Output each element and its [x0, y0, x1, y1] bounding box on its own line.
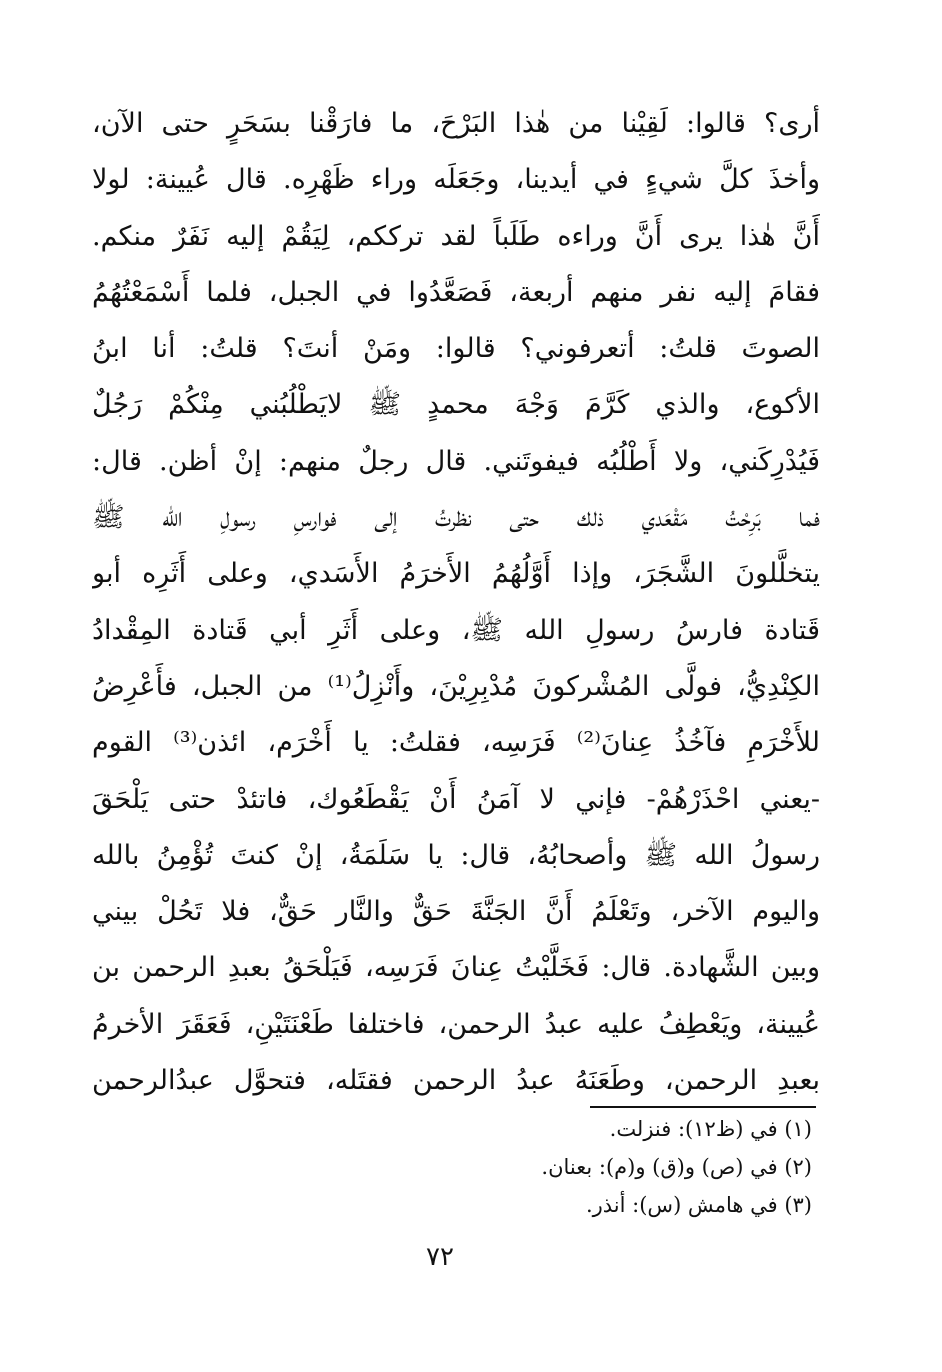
text-line: وأخذَ كلَّ شيءٍ في أيدينا، وجَعَلَه وراء ظَهْرِه. قال عُيينة: لولا — [92, 164, 820, 196]
footnote-3: (٣) في هامش (س): أنذر. — [585, 1193, 812, 1217]
text-line: للأَخْرَمِ فآخُذُ عِنانَ⁽²⁾ فَرَسِه، فقلتُ: يا أَخْرَم، ائذن⁽³⁾ القوم — [92, 727, 820, 759]
text-line: عُيينة، ويَعْطِفُ عليه عبدُ الرحمن، فاختلفا طَعْنَتَيْنِ، فَعَقَرَ الأخرمُ — [92, 1008, 820, 1040]
text-line: أَنَّ هٰذا يرى أَنَّ وراءه طَلَباً لقد ترككم، لِيَقُمْ إليه نَفَرٌ منكم. — [92, 220, 820, 252]
footnotes — [300, 1110, 812, 1224]
text-line: فقامَ إليه نفر منهم أربعة، فَصَعَّدُوا في الجبل، فلما أَسْمَعْتُهُمُ — [92, 276, 820, 308]
text-line: الصوتَ قلتُ: أتعرفوني؟ قالوا: ومَنْ أنتَ؟ قلتُ: أنا ابنُ — [92, 333, 820, 365]
text-line: الكِنْدِيُّ، فولَّى المُشْركونَ مُدْبِرِيْنَ، وأَنْزِلُ⁽¹⁾ من الجبل، فأَعْرِضُ — [92, 670, 820, 702]
text-line: فَيُدْرِكَني، ولا أَطْلُبُه فيفوتَني. قال رجلٌ منهم: إنْ أظن. قال: — [92, 445, 820, 477]
page-number: ٧٢ — [426, 1242, 454, 1272]
text-line: بعبدِ الرحمن، وطَعَنَهُ عبدُ الرحمن فقتَله، فتحوَّل عبدُالرحمن — [92, 1065, 820, 1097]
footnote-2: (٢) في (ص) و(ق) و(م): بعنان. — [541, 1155, 812, 1179]
body-text — [92, 96, 820, 1109]
footnote-1: (١) في (ظ١٢): فنزلت. — [609, 1117, 812, 1141]
text-line: يتخلَّلونَ الشَّجَرَ، وإذا أَوَّلُهُمُ الأَخرَمُ الأَسَدي، وعلى أَثَرِه أبو — [92, 558, 820, 590]
text-line: الأكوع، والذي كَرَّمَ وَجْهَ محمدٍ ﷺ لايَطْلُبُني مِنْكُمْ رَجُلٌ — [92, 389, 820, 421]
text-line: قَتادة فارسُ رسولِ الله ﷺ، وعلى أَثَرِ أبي قَتادة المِقْدادُ — [92, 614, 820, 646]
text-line: رسولُ الله ﷺ وأصحابُهُ، قال: يا سَلَمَةُ، إنْ كنتَ تُؤْمِنُ بالله — [92, 839, 820, 871]
footnote-separator — [590, 1106, 816, 1108]
text-line: -يعني احْذَرْهُمْ- فإني لا آمَنُ أَنْ يَقْطَعُوك، فاتئدْ حتى يَلْحَقَ — [92, 783, 820, 815]
text-line: فما بَرِحْتُ مَقْعَدي ذلك حتى نظرتُ إلى فوارسِ رسولِ الله ﷺ — [92, 502, 820, 534]
text-line: أرى؟ قالوا: لَقِيْنا من هٰذا البَرْحَ، ما فارَقْنا بسَحَرٍ حتى الآن، — [92, 108, 820, 139]
text-line: وبين الشَّهادة. قال: فَخَلَّيْتُ عِنانَ فَرَسِه، فَيَلْحَقُ بعبدِ الرحمن بن — [92, 952, 820, 984]
text-line: واليوم الآخر، وتَعْلَمُ أَنَّ الجَنَّةَ حَقٌّ والنَّار حَقٌّ، فلا تَحُلْ بيني — [92, 896, 820, 928]
